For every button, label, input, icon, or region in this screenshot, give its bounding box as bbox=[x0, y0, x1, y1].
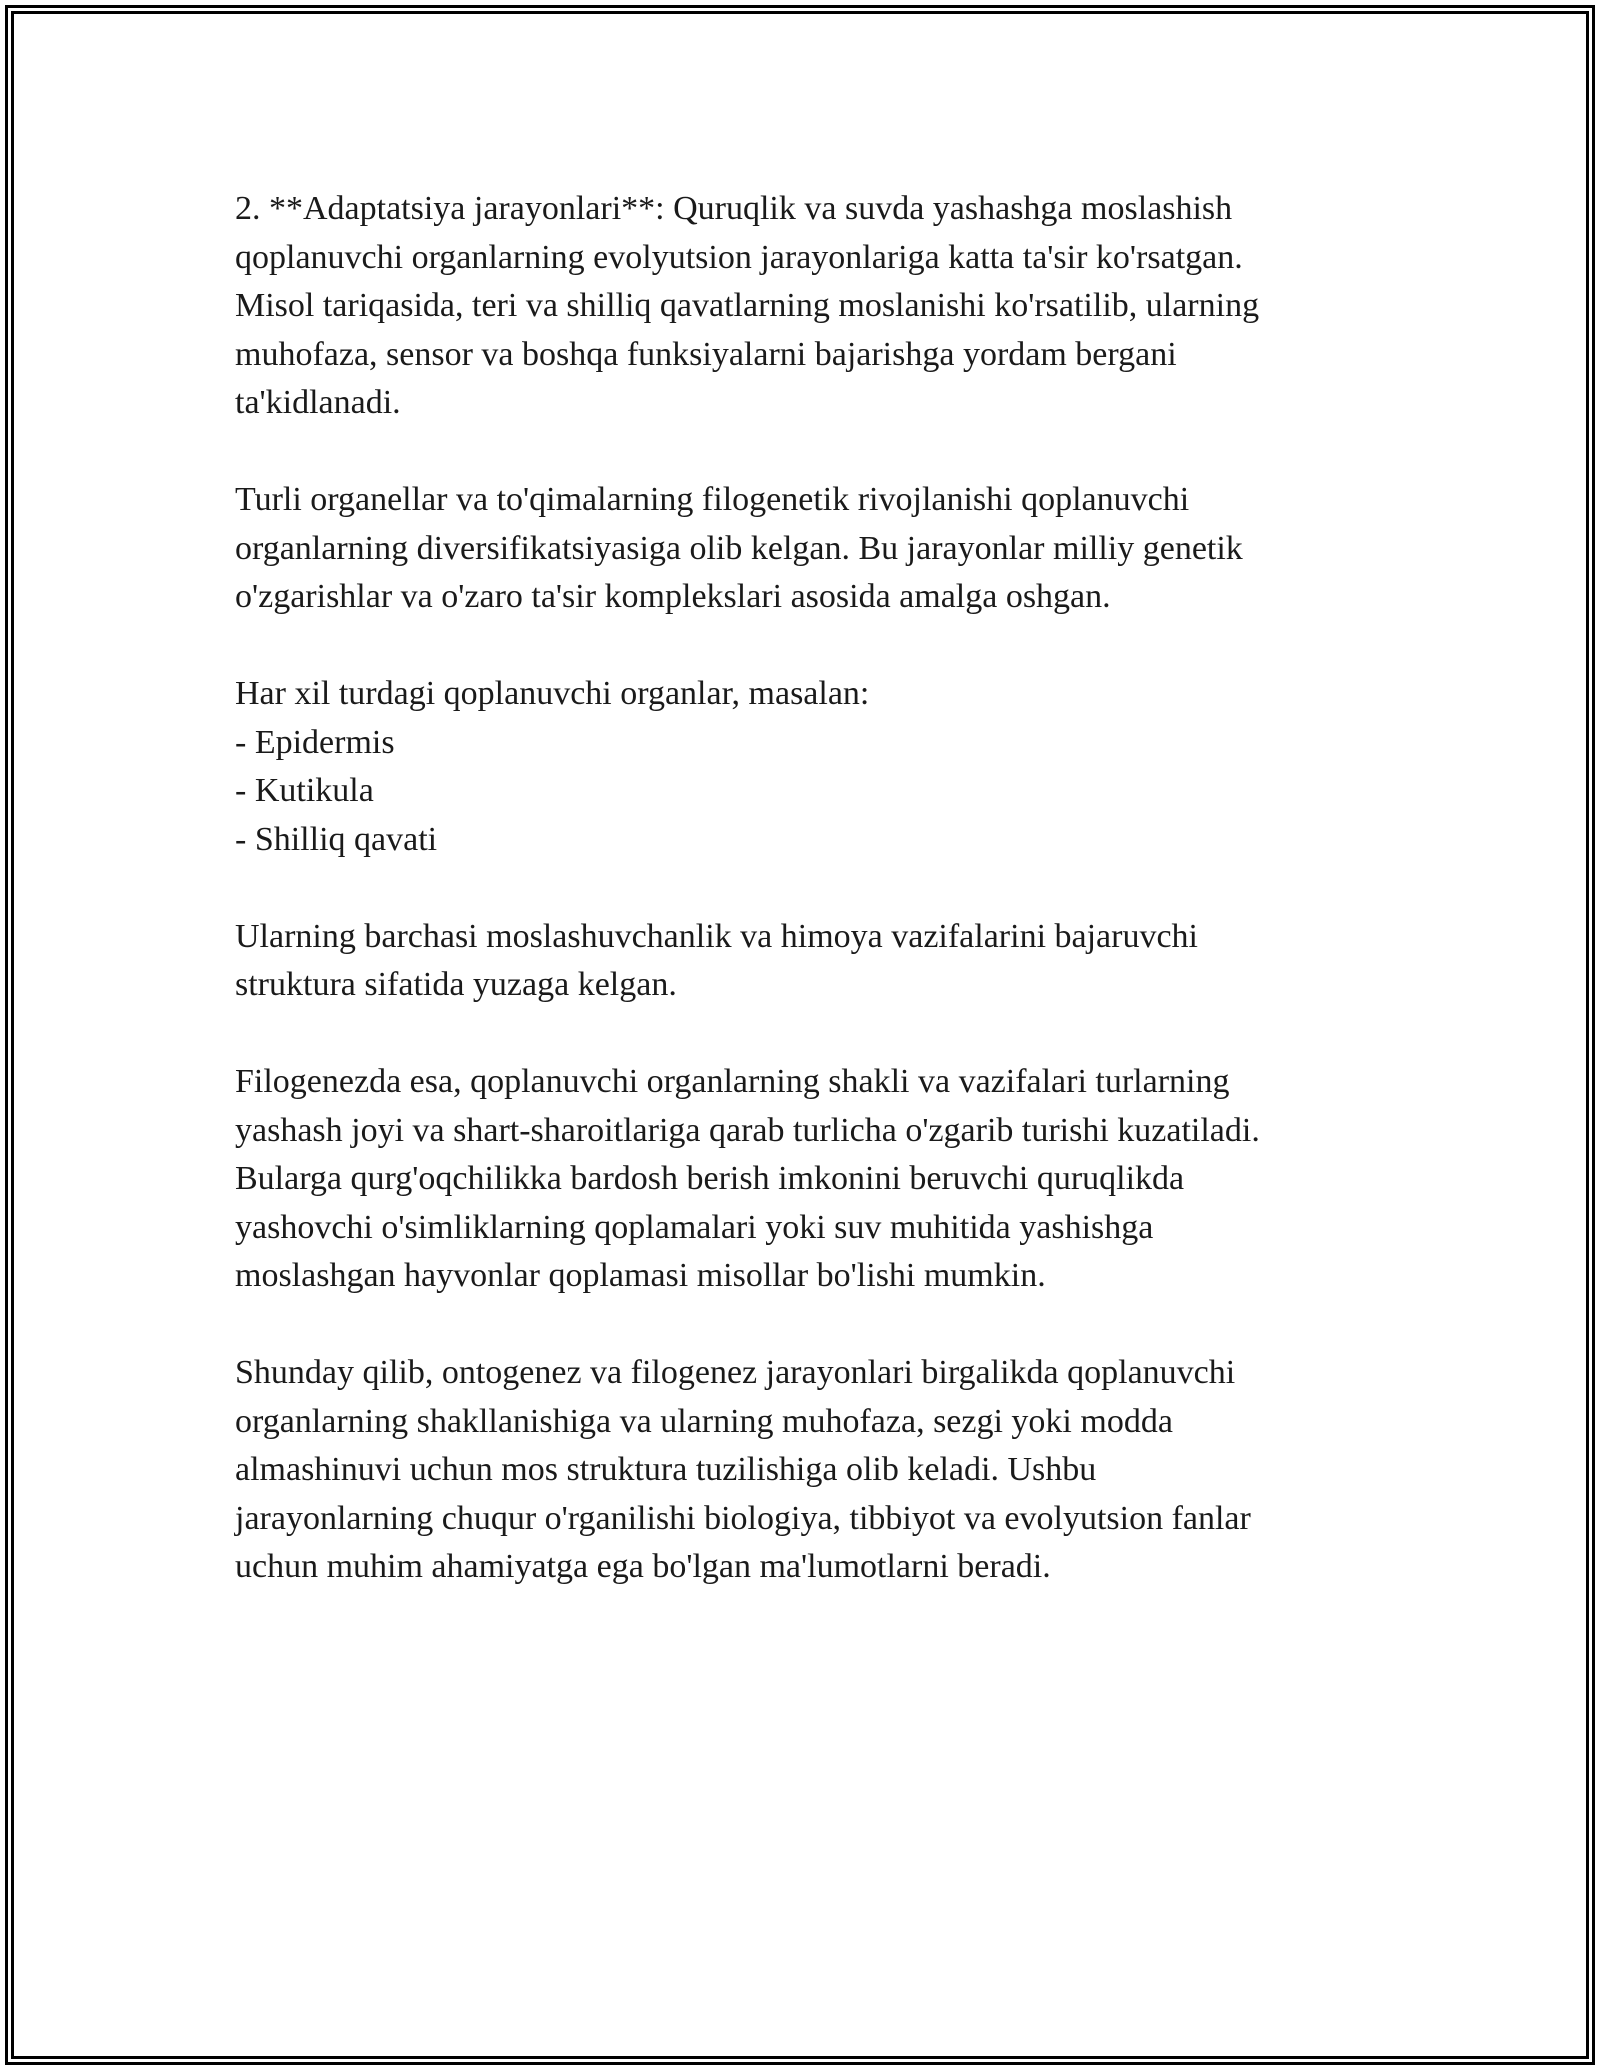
text-line: moslashgan hayvonlar qoplamasi misollar bo'lishi mumkin. bbox=[235, 1257, 1046, 1294]
list-intro: Har xil turdagi qoplanuvchi organlar, masalan: bbox=[235, 675, 870, 712]
text-line: Turli organellar va to'qimalarning filogenetik rivojlanishi qoplanuvchi bbox=[235, 481, 1190, 518]
text-line: almashinuvi uchun mos struktura tuzilishiga olib keladi. Ushbu bbox=[235, 1451, 1097, 1488]
paragraph-phylogenesis bbox=[235, 1058, 1355, 1301]
text-line: yashovchi o'simliklarning qoplamalari yoki suv muhitida yashishga bbox=[235, 1208, 1154, 1246]
text-line: Misol tariqasida, teri va shilliq qavatlarning moslanishi ko'rsatilib, ularning bbox=[235, 287, 1260, 324]
text-line: muhofaza, sensor va boshqa funksiyalarni bajarishga yordam bergani bbox=[235, 335, 1177, 373]
paragraph-protective-function bbox=[235, 913, 1355, 1010]
paragraph-conclusion bbox=[235, 1349, 1355, 1592]
paragraph-adaptation-processes bbox=[235, 185, 1355, 428]
paragraph-phylogenetic-development bbox=[235, 476, 1355, 622]
list-item: - Epidermis bbox=[235, 723, 395, 761]
text-line: organlarning diversifikatsiyasiga olib kelgan. Bu jarayonlar milliy genetik bbox=[235, 529, 1243, 567]
text-line: jarayonlarning chuqur o'rganilishi biologiya, tibbiyot va evolyutsion fanlar bbox=[235, 1499, 1251, 1537]
text-line: 2. **Adaptatsiya jarayonlari**: Quruqlik va suvda yashashga moslashish bbox=[235, 190, 1233, 227]
text-line: Bularga qurg'oqchilikka bardosh berish imkonini beruvchi quruqlikda bbox=[235, 1160, 1185, 1197]
list-item: - Shilliq qavati bbox=[235, 820, 438, 858]
text-line: organlarning shakllanishiga va ularning muhofaza, sezgi yoki modda bbox=[235, 1402, 1173, 1440]
text-line: Shunday qilib, ontogenez va filogenez jarayonlari birgalikda qoplanuvchi bbox=[235, 1354, 1236, 1391]
text-line: qoplanuvchi organlarning evolyutsion jarayonlariga katta ta'sir ko'rsatgan. bbox=[235, 238, 1243, 276]
text-line: ta'kidlanadi. bbox=[235, 384, 401, 421]
list-item: - Kutikula bbox=[235, 772, 374, 809]
text-line: Ularning barchasi moslashuvchanlik va himoya vazifalarini bajaruvchi bbox=[235, 917, 1199, 955]
text-line: Filogenezda esa, qoplanuvchi organlarning shakli va vazifalari turlarning bbox=[235, 1063, 1230, 1100]
text-line: yashash joyi va shart-sharoitlariga qarab turlicha o'zgarib turishi kuzatiladi. bbox=[235, 1111, 1260, 1149]
text-line: o'zgarishlar va o'zaro ta'sir komplekslari asosida amalga oshgan. bbox=[235, 578, 1111, 615]
document-body bbox=[235, 185, 1355, 1640]
text-line: struktura sifatida yuzaga kelgan. bbox=[235, 966, 677, 1003]
text-line: uchun muhim ahamiyatga ega bo'lgan ma'lumotlarni beradi. bbox=[235, 1548, 1051, 1585]
paragraph-organ-types-list bbox=[235, 670, 1355, 864]
